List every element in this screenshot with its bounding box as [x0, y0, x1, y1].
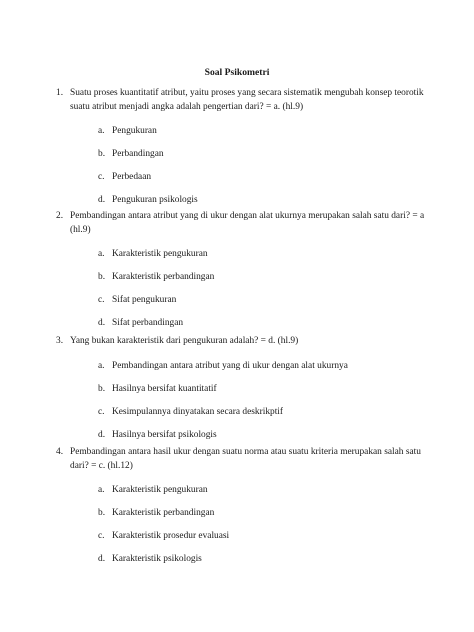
option-text: Pembandingan antara atribut yang di ukur dengan alat ukurnya [112, 360, 348, 371]
question-2 [56, 210, 428, 341]
page-title: Soal Psikometri [204, 67, 270, 78]
question-text [56, 446, 428, 473]
option-text: Karakteristik prosedur evaluasi [112, 531, 230, 542]
option-list [56, 248, 428, 331]
question-body: Suatu proses kuantitatif atribut, yaitu proses yang secara sistematik mengubah konsep teorotik suatu atribut menjadi angka adalah pengertian dari? = a. (hl.9) [70, 88, 424, 112]
option-letter: a. [98, 249, 105, 260]
option-b [56, 271, 428, 285]
question-text [56, 87, 428, 114]
option-text: Sifat perbandingan [112, 318, 184, 329]
option-b [56, 507, 428, 521]
option-letter: c. [98, 295, 105, 306]
option-text: Kesimpulannya dinyatakan secara deskrikptif [112, 406, 284, 417]
option-d [56, 553, 428, 567]
question-body: Yang bukan karakteristik dari pengukuran adalah? = d. (hl.9) [70, 336, 299, 346]
option-letter: d. [98, 318, 106, 329]
option-a [56, 248, 428, 262]
question-body: Pembandingan antara atribut yang di ukur dengan alat ukurnya merupakan salah satu dari? = a (hl.9) [70, 211, 425, 235]
option-letter: b. [98, 272, 106, 283]
question-number: 3. [56, 336, 64, 346]
option-c [56, 171, 428, 185]
option-letter: d. [98, 195, 106, 206]
option-c [56, 530, 428, 544]
question-text [56, 335, 428, 349]
option-c [56, 294, 428, 308]
option-text: Karakteristik pengukuran [112, 249, 208, 260]
option-d [56, 429, 428, 443]
option-text: Sifat pengukuran [112, 295, 177, 306]
question-body: Pembandingan antara hasil ukur dengan suatu norma atau suatu kriteria merupakan salah satu dari? = c. (hl.12) [70, 447, 421, 471]
option-b [56, 148, 428, 162]
option-a [56, 125, 428, 139]
option-list [56, 360, 428, 443]
option-list [56, 484, 428, 567]
option-text: Karakteristik perbandingan [112, 508, 215, 519]
option-letter: c. [98, 531, 105, 542]
option-text: Pengukuran [112, 126, 157, 137]
option-text: Karakteristik psikologis [112, 554, 202, 565]
option-text: Karakteristik pengukuran [112, 485, 208, 496]
option-letter: d. [98, 429, 106, 440]
option-d [56, 317, 428, 331]
option-text: Pengukuran psikologis [112, 195, 198, 206]
option-list [56, 125, 428, 208]
question-1 [56, 87, 428, 218]
option-letter: b. [98, 149, 106, 160]
question-number: 2. [56, 211, 64, 221]
option-letter: d. [98, 554, 106, 565]
question-3 [56, 335, 428, 452]
option-a [56, 484, 428, 498]
question-number: 1. [56, 88, 64, 98]
option-letter: a. [98, 360, 105, 371]
option-letter: c. [98, 172, 105, 183]
question-4 [56, 446, 428, 577]
option-text: Perbandingan [112, 149, 164, 160]
question-number: 4. [56, 447, 64, 457]
option-letter: a. [98, 126, 105, 137]
option-letter: b. [98, 508, 106, 519]
option-d [56, 194, 428, 208]
option-text: Karakteristik perbandingan [112, 272, 215, 283]
option-letter: c. [98, 406, 105, 417]
option-letter: b. [98, 383, 106, 394]
option-letter: a. [98, 485, 105, 496]
question-text [56, 210, 428, 237]
option-a [56, 360, 428, 374]
option-text: Hasilnya bersifat psikologis [112, 429, 217, 440]
option-c [56, 406, 428, 420]
option-text: Hasilnya bersifat kuantitatif [112, 383, 217, 394]
option-text: Perbedaan [112, 172, 152, 183]
option-b [56, 383, 428, 397]
